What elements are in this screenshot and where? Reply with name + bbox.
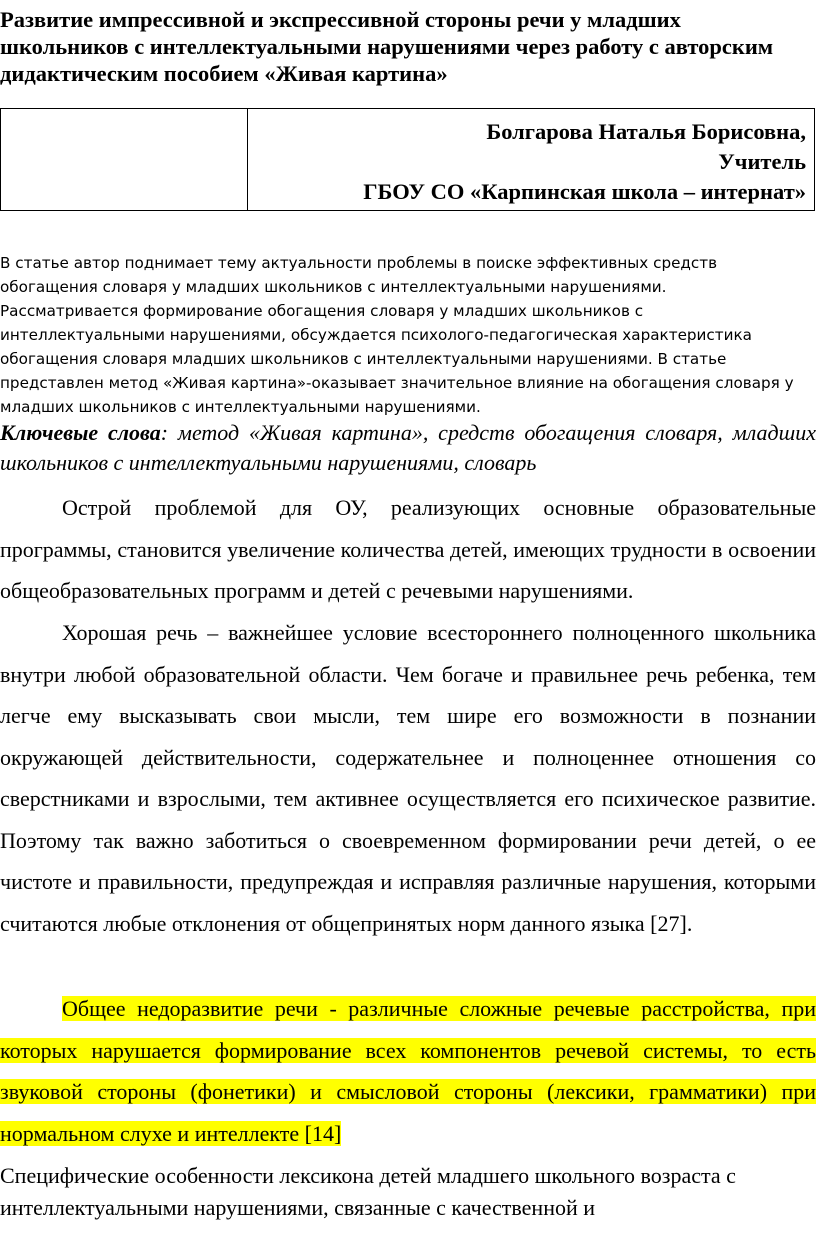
keywords-label: Ключевые слова	[0, 420, 161, 445]
abstract: В статье автор поднимает тему актуальности проблемы в поиске эффективных средств обогащения словаря у младших школьников с интеллектуальными нарушениями. Рассматривается формирование обогащения словаря у младших школьников с интеллектуальными нарушениями, обсуждается психолого-педагогическая характеристика обогащения словаря младших школьников с интеллектуальными нарушениями. В статье представлен метод «Живая картина»-оказывает значительное влияние на обогащения словаря у младших школьников с интеллектуальными нарушениями.	[0, 254, 794, 416]
paragraph-1: Острой проблемой для ОУ, реализующих основные образовательные программы, становится увеличение количества детей, имеющих трудности в освоении общеобразовательных программ и детей с речевыми нарушениями.	[0, 495, 816, 603]
paragraph-3-highlighted	[0, 988, 816, 1154]
author-name: Болгарова Наталья Борисовна,	[486, 119, 806, 144]
author-position: Учитель	[718, 149, 806, 174]
highlighted-text: Общее недоразвитие речи - различные сложные речевые расстройства, при которых нарушается формирование всех компонентов речевой системы, то есть звуковой стороны (фонетики) и смысловой стороны (лексики, грамматики) при нормальном слухе и интеллекте [14]	[0, 996, 816, 1146]
author-info-cell	[248, 109, 815, 211]
author-table	[0, 108, 815, 211]
document-title: Развитие импрессивной и экспрессивной стороны речи у младших школьников с интеллектуальными нарушениями через работу с авторским дидактическим пособием «Живая картина»	[0, 7, 774, 86]
keywords-text: : метод «Живая картина», средств обогащения словаря, младших школьников с интеллектуальными нарушениями, словарь	[0, 420, 816, 475]
keywords	[0, 418, 816, 478]
paragraph-4: Специфические особенности лексикона детей младшего школьного возраста с интеллектуальными нарушениями, связанные с качественной и	[0, 1163, 736, 1220]
paragraph-2: Хорошая речь – важнейшее условие всестороннего полноценного школьника внутри любой образовательной области. Чем богаче и правильнее речь ребенка, тем легче ему высказывать свои мысли, тем шире его возможности в познании окружающей действительности, содержательнее и полноценнее отношения со сверстниками и взрослыми, тем активнее осуществляется его психическое развитие. Поэтому так важно заботиться о своевременном формировании речи детей, о ее чистоте и правильности, предупреждая и исправляя различные нарушения, которыми считаются любые отклонения от общепринятых норм данного языка [27].	[0, 620, 816, 936]
author-table-empty-cell	[1, 109, 248, 211]
author-organization: ГБОУ СО «Карпинская школа – интернат»	[363, 179, 806, 204]
